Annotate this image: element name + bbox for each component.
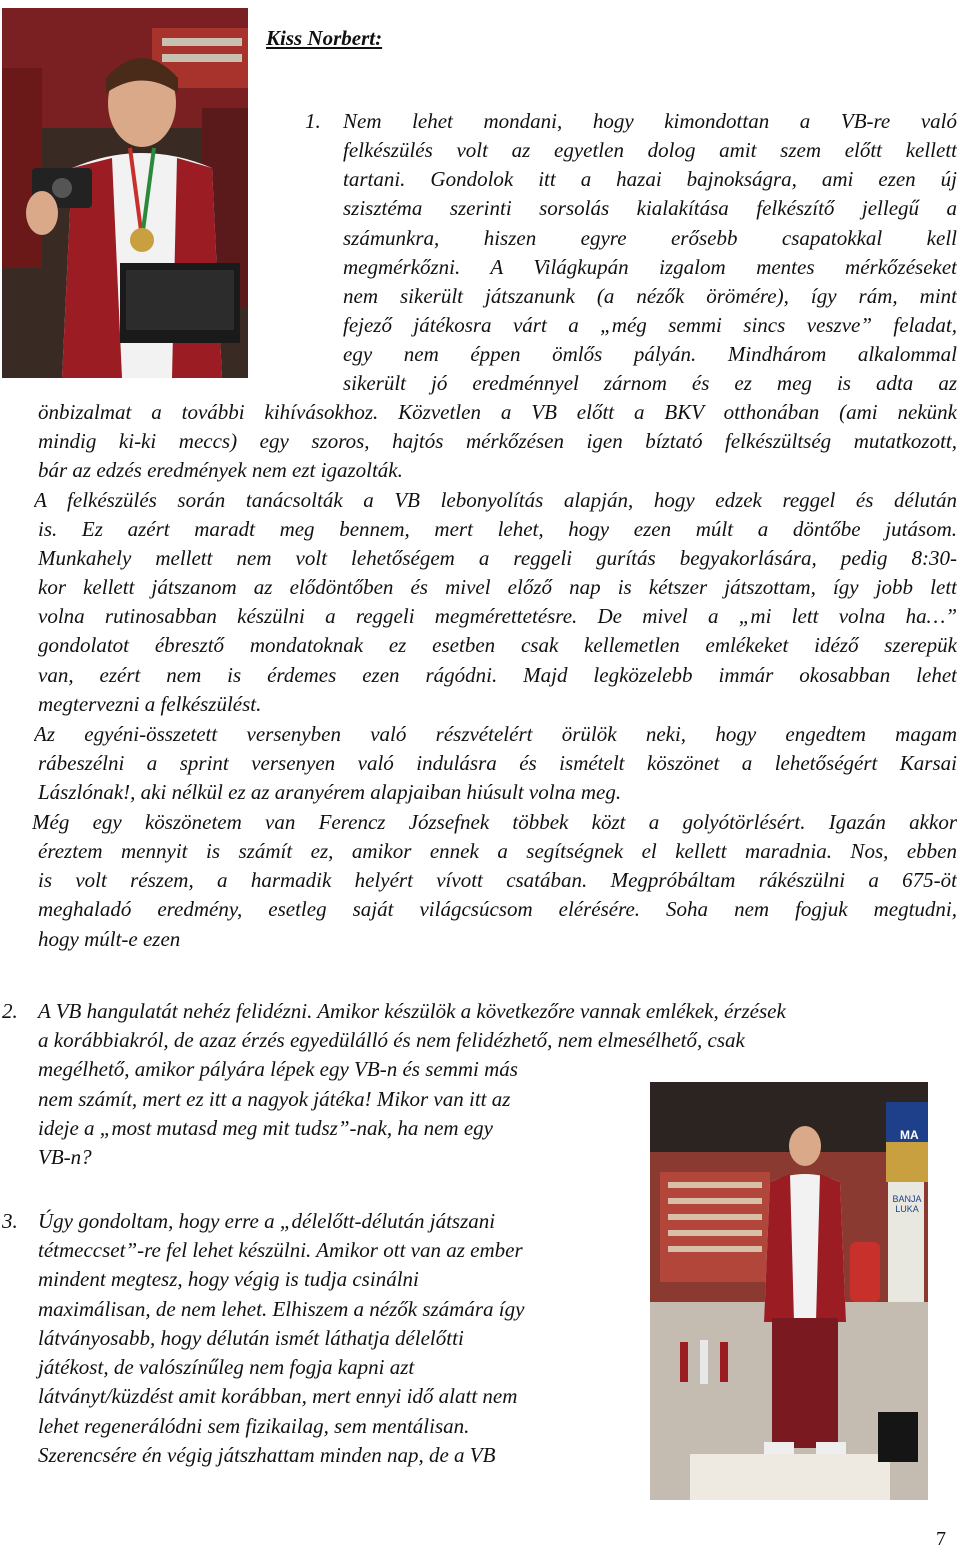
item-1-line: is. Ez azért maradt meg bennem, mert lehet, hogy ezen múlt a döntőbe jutásom. <box>38 517 957 541</box>
item-2-line: megélhető, amikor pályára lépek egy VB-n és semmi más <box>38 1057 518 1081</box>
item-2-line: nem számít, mert ez itt a nagyok játéka! Mikor van itt az <box>38 1087 511 1111</box>
item-1-line: bár az edzés eredmények nem ezt igazolták. <box>38 458 403 482</box>
item-3-line: látványosabb, hogy délután ismét láthatja délelőtti <box>38 1326 464 1350</box>
page-title: Kiss Norbert: <box>266 26 383 50</box>
item-1-line: felkészülés volt az egyetlen dolog amit szem előtt kellett <box>343 138 957 162</box>
item-1-line: rábeszélni a sprint versenyen való indulásra és ismételt köszönet a lehetőségért Karsai <box>38 751 957 775</box>
item-2-line: A VB hangulatát nehéz felidézni. Amikor készülök a következőre vannak emlékek, érzések <box>38 999 786 1023</box>
item-1-line: is volt részem, a harmadik helyért vívott csatában. Megpróbáltam rákészülni a 675-öt <box>38 868 957 892</box>
item-3-line: Szerencsére én végig játszhattam minden nap, de a VB <box>38 1443 496 1467</box>
item-1-line: tartani. Gondolok itt a hazai bajnokságra, ami ezen új <box>343 167 957 191</box>
item-1-line: szisztéma szerinti sorsolás kialakítása felkészítő jellegű a <box>343 196 957 220</box>
item-1-line: Az egyéni-összetett versenyben való részvételért örülök neki, hogy engedtem magam <box>34 722 957 746</box>
item-3-line: Úgy gondoltam, hogy erre a „délelőtt-délután játszani <box>38 1209 496 1233</box>
item-1-line: sikerült jó eredménnyel zárnom és ez meg is adta az <box>343 371 957 395</box>
item-1-line: hogy múlt-e ezen <box>38 927 181 951</box>
item-1-line: önbizalmat a további kihívásokhoz. Közvetlen a VB előtt a BKV otthonában (ami nekünk <box>38 400 957 424</box>
item-3-line: látványt/küzdést amit korábban, mert ennyi idő alatt nem <box>38 1384 518 1408</box>
photo-player-on-podium <box>650 1082 928 1500</box>
item-1-line: fejező játékosra várt a „még semmi sincs veszve” feladat, <box>343 313 957 337</box>
item-1-line: gondolatot ébresztő mondatoknak ez esetben csak kellemetlen emlékeket idéző szerepük <box>38 633 957 657</box>
item-1-line: A felkészülés során tanácsolták a VB lebonyolítás alapján, hogy edzek reggel és délután <box>34 488 957 512</box>
item-1-line: volna rutinosabban készülni a reggeli megmérettetésre. De mivel a „mi lett volna ha…” <box>38 604 957 628</box>
item-1-line: egy nem éppen ömlős pályán. Mindhárom alkalommal <box>343 342 957 366</box>
item-1-line: Lászlónak!, aki nélkül ez az aranyérem alapjaiban hiúsult volna meg. <box>38 780 622 804</box>
item-3-number: 3. <box>2 1209 18 1233</box>
item-1-line: van, ezért nem is érdemes ezen rágódni. Majd legközelebb immár okosabban lehet <box>38 663 957 687</box>
photo-player-with-medal <box>2 8 248 378</box>
photo-banner-text: MA <box>900 1128 919 1142</box>
item-1-line: éreztem mennyit is számít ez, amikor ennek a segítségnek el kellett maradnia. Nos, ebben <box>38 839 957 863</box>
item-3-line: játékost, de valószínűleg nem fogja kapni azt <box>38 1355 415 1379</box>
item-1-line: megtervezni a felkészülést. <box>38 692 262 716</box>
item-1-line: Nem lehet mondani, hogy kimondottan a VB-re való <box>343 109 957 133</box>
item-3-line: tétmeccset”-re fel lehet készülni. Amikor ott van az ember <box>38 1238 523 1262</box>
item-3-line: lehet regenerálódni sem fizikailag, sem mentálisan. <box>38 1414 470 1438</box>
item-1-line: nem sikerült játszanunk (a nézők örömére), így rám, mint <box>343 284 957 308</box>
item-1-number: 1. <box>305 109 321 133</box>
item-3-line: maximálisan, de nem lehet. Elhiszem a nézők számára így <box>38 1297 525 1321</box>
item-1-line: kor kellett játszanom az elődöntőben és mivel előző nap is kétszer játszottam, így jobb lett <box>38 575 957 599</box>
item-2-line: a korábbiakról, de azaz érzés egyedülálló és nem felidézhető, nem elmesélhető, csak <box>38 1028 745 1052</box>
item-1-line: Munkahely mellett nem volt lehetőségem a reggeli gurítás begyakorlására, pedig 8:30- <box>38 546 957 570</box>
item-2-number: 2. <box>2 999 18 1023</box>
item-1-line: számunkra, hiszen egyre erősebb csapatokkal kell <box>343 226 957 250</box>
item-2-line: ideje a „most mutasd meg mit tudsz”-nak, ha nem egy <box>38 1116 493 1140</box>
photo-banner-text: BANJA LUKA <box>892 1194 922 1214</box>
item-1-line: Még egy köszönetem van Ferencz Józsefnek többek közt a golyótörlésért. Igazán akkor <box>32 810 957 834</box>
item-1-line: megmérkőzni. A Világkupán izgalom mentes mérkőzéseket <box>343 255 957 279</box>
item-1-line: meghaladó eredmény, esetleg saját világcsúcsom elérésére. Soha nem fogjuk megtudni, <box>38 897 957 921</box>
item-2-line: VB-n? <box>38 1145 92 1169</box>
item-1-line: mindig ki-ki meccs) egy szoros, hajtós mérkőzésen igen bíztató felkészültség mutatkozott, <box>38 429 957 453</box>
page-number: 7 <box>936 1528 946 1550</box>
item-3-line: mindent megtesz, hogy végig is tudja csinálni <box>38 1267 419 1291</box>
